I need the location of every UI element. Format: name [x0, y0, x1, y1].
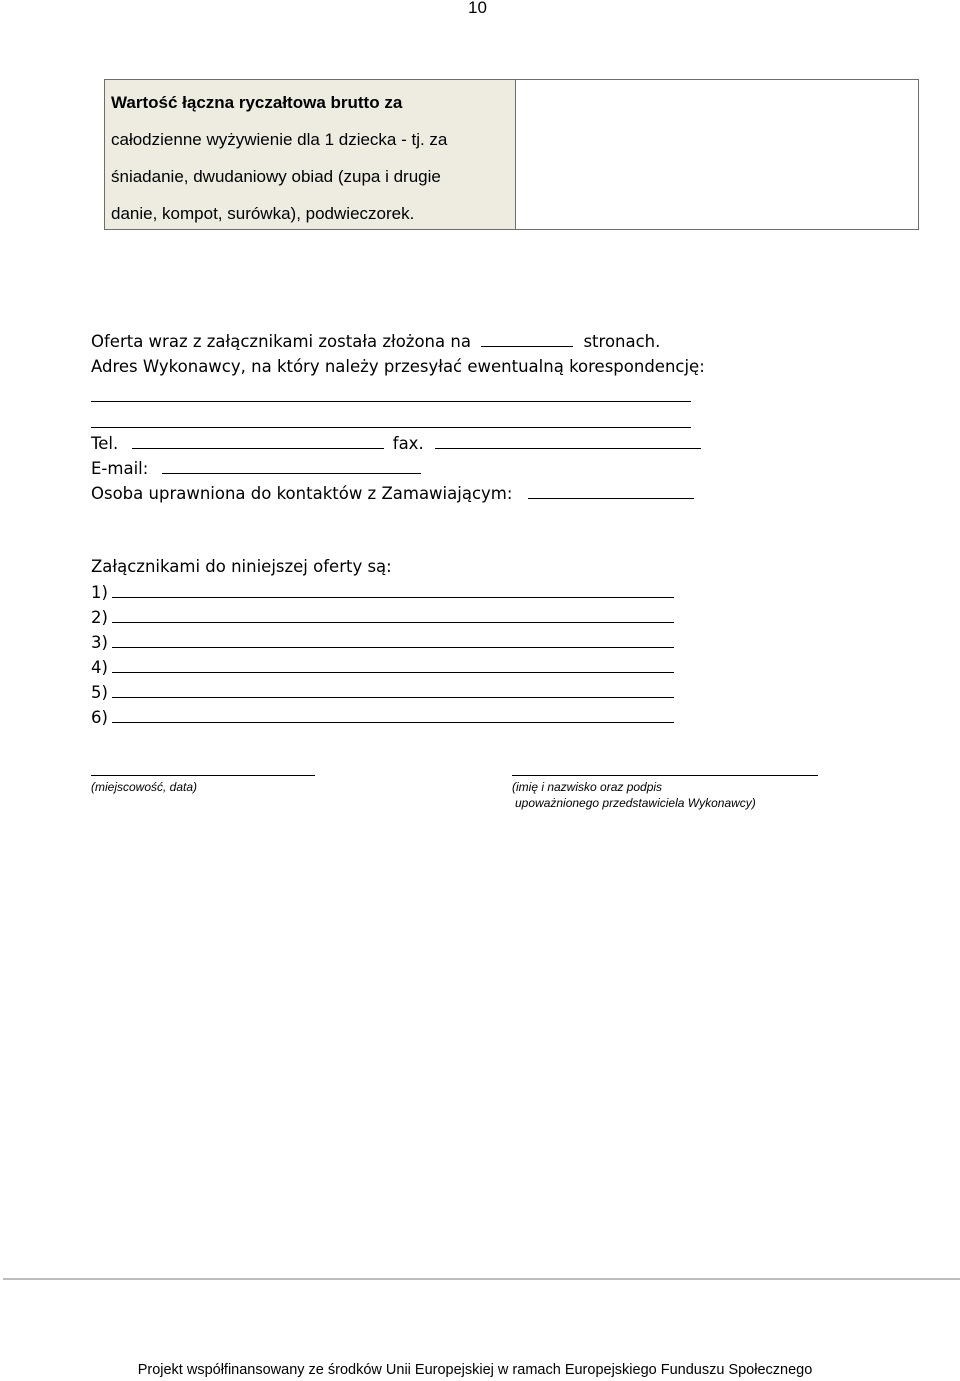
offer-pages-line: [91, 331, 660, 351]
attachment-number: 1): [91, 583, 108, 602]
attachment-field[interactable]: [112, 582, 674, 598]
attachment-number: 5): [91, 683, 108, 702]
address-field-1[interactable]: [91, 401, 691, 402]
attachment-number: 2): [91, 608, 108, 627]
fax-label: fax.: [392, 434, 424, 453]
price-table-label: [105, 80, 516, 229]
attachment-item: [91, 607, 674, 627]
tel-field[interactable]: [132, 433, 384, 449]
attachment-item: [91, 707, 674, 727]
email-label: E-mail:: [91, 459, 149, 478]
address-field-2[interactable]: [91, 427, 691, 428]
contact-line: [91, 483, 694, 503]
attachment-item: [91, 682, 674, 702]
price-label-line: Wartość łączna ryczałtowa brutto za: [111, 93, 403, 112]
attachment-item: [91, 582, 674, 602]
attachment-field[interactable]: [112, 657, 674, 673]
page-number: 10: [468, 0, 487, 17]
attachment-item: [91, 632, 674, 652]
attachments-heading: Załącznikami do niniejszej oferty są:: [91, 557, 392, 576]
attachment-field[interactable]: [112, 682, 674, 698]
fax-field[interactable]: [435, 433, 701, 449]
offer-pages-suffix: stronach.: [583, 332, 661, 351]
price-label-line: śniadanie, dwudaniowy obiad (zupa i drugie: [111, 167, 441, 186]
email-line: [91, 458, 421, 478]
tel-fax-line: [91, 433, 701, 453]
address-label: Adres Wykonawcy, na który należy przesyłać ewentualną korespondencję:: [91, 357, 705, 376]
attachment-number: 3): [91, 633, 108, 652]
contact-field[interactable]: [528, 483, 694, 499]
attachment-field[interactable]: [112, 707, 674, 723]
footer-text: Projekt współfinansowany ze środków Unii Europejskiej w ramach Europejskiego Funduszu Społecznego: [137, 1362, 813, 1378]
signature-caption-2: upoważnionego przedstawiciela Wykonawcy): [515, 796, 756, 810]
signature-field[interactable]: [512, 775, 818, 776]
email-field[interactable]: [162, 458, 421, 474]
attachment-number: 4): [91, 658, 108, 677]
price-value-cell[interactable]: [516, 80, 918, 229]
attachment-field[interactable]: [112, 632, 674, 648]
footer-divider: [3, 1278, 960, 1280]
attachment-item: [91, 657, 674, 677]
tel-label: Tel.: [91, 434, 119, 453]
attachment-field[interactable]: [112, 607, 674, 623]
offer-pages-label: Oferta wraz z załącznikami została złożona na: [91, 332, 471, 351]
contact-label: Osoba uprawniona do kontaktów z Zamawiającym:: [91, 484, 513, 503]
price-label-line: danie, kompot, surówka), podwieczorek.: [111, 204, 415, 223]
attachment-number: 6): [91, 708, 108, 727]
place-date-caption: (miejscowość, data): [91, 780, 198, 794]
place-date-field[interactable]: [91, 775, 315, 776]
price-label-line: całodzienne wyżywienie dla 1 dziecka - tj. za: [111, 130, 448, 149]
signature-caption-1: (imię i nazwisko oraz podpis: [512, 780, 663, 794]
offer-pages-field[interactable]: [481, 331, 573, 347]
price-table: [104, 79, 919, 230]
